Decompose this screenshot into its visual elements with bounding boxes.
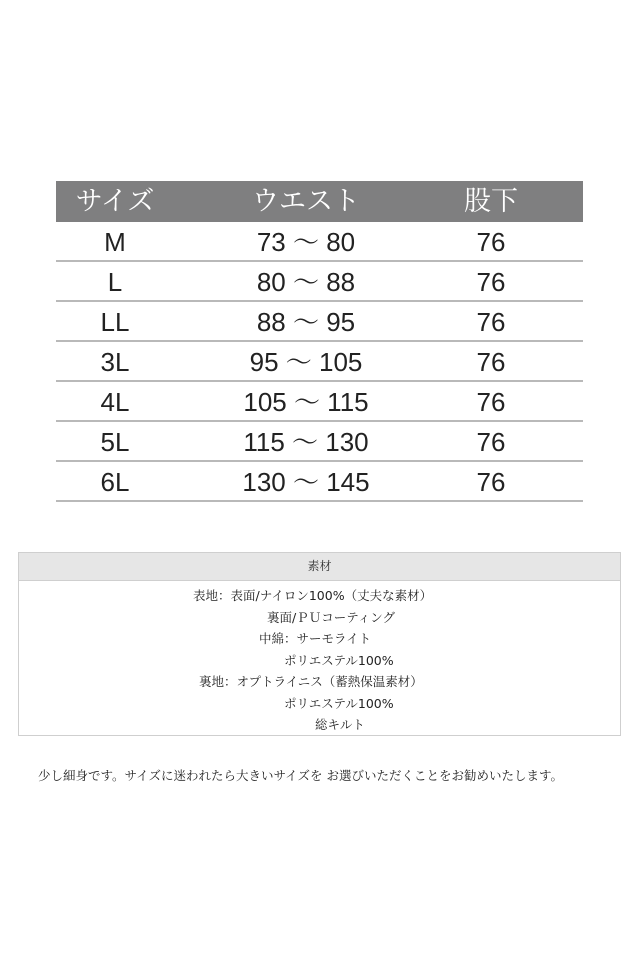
cell-size: L xyxy=(107,267,123,297)
cell-waist: 95 〜 105 xyxy=(249,347,363,377)
material-line: 表地：表面/ナイロン100%（丈夫な素材） xyxy=(193,588,433,603)
table-row xyxy=(56,422,583,462)
material-line: 裏面/ＰＵコーティング xyxy=(267,609,395,625)
material-line: 裏地：オプトライニス（蓄熱保温素材） xyxy=(199,674,423,689)
material-list xyxy=(19,581,620,736)
header-size: サイズ xyxy=(75,186,155,217)
table-row xyxy=(56,302,583,342)
cell-waist: 115 〜 130 xyxy=(243,427,369,457)
cell-inseam: 76 xyxy=(476,387,506,417)
cell-size: LL xyxy=(100,307,130,337)
cell-waist: 80 〜 88 xyxy=(256,267,356,297)
cell-size: 6L xyxy=(100,467,130,497)
cell-inseam: 76 xyxy=(476,227,506,257)
cell-waist: 88 〜 95 xyxy=(256,307,356,337)
cell-size: 4L xyxy=(100,387,130,417)
material-title: 素材 xyxy=(19,553,620,581)
material-line: ポリエステル100% xyxy=(284,695,394,711)
cell-inseam: 76 xyxy=(476,307,506,337)
cell-inseam: 76 xyxy=(476,467,506,497)
material-box xyxy=(18,552,621,736)
cell-waist: 105 〜 115 xyxy=(243,387,369,417)
size-table xyxy=(56,181,583,502)
table-row xyxy=(56,462,583,502)
table-row xyxy=(56,342,583,382)
table-row xyxy=(56,262,583,302)
cell-waist: 130 〜 145 xyxy=(242,467,370,497)
material-line: 中綿：サーモライト xyxy=(259,631,372,646)
cell-inseam: 76 xyxy=(476,427,506,457)
cell-size: 3L xyxy=(100,347,130,377)
cell-size: 5L xyxy=(100,427,130,457)
cell-inseam: 76 xyxy=(476,347,506,377)
material-line: 総キルト xyxy=(315,717,365,732)
material-line: ポリエステル100% xyxy=(284,652,394,668)
table-row xyxy=(56,222,583,262)
cell-waist: 73 〜 80 xyxy=(256,227,356,257)
cell-inseam: 76 xyxy=(476,267,506,297)
header-waist: ウエスト xyxy=(252,186,360,217)
table-row xyxy=(56,382,583,422)
fit-note: 少し細身です。サイズに迷われたら大きいサイズを お選びいただくことをお勧めいたします。 xyxy=(38,768,563,783)
cell-size: M xyxy=(104,227,126,257)
size-table-header xyxy=(56,181,583,222)
header-inseam: 股下 xyxy=(464,186,518,217)
